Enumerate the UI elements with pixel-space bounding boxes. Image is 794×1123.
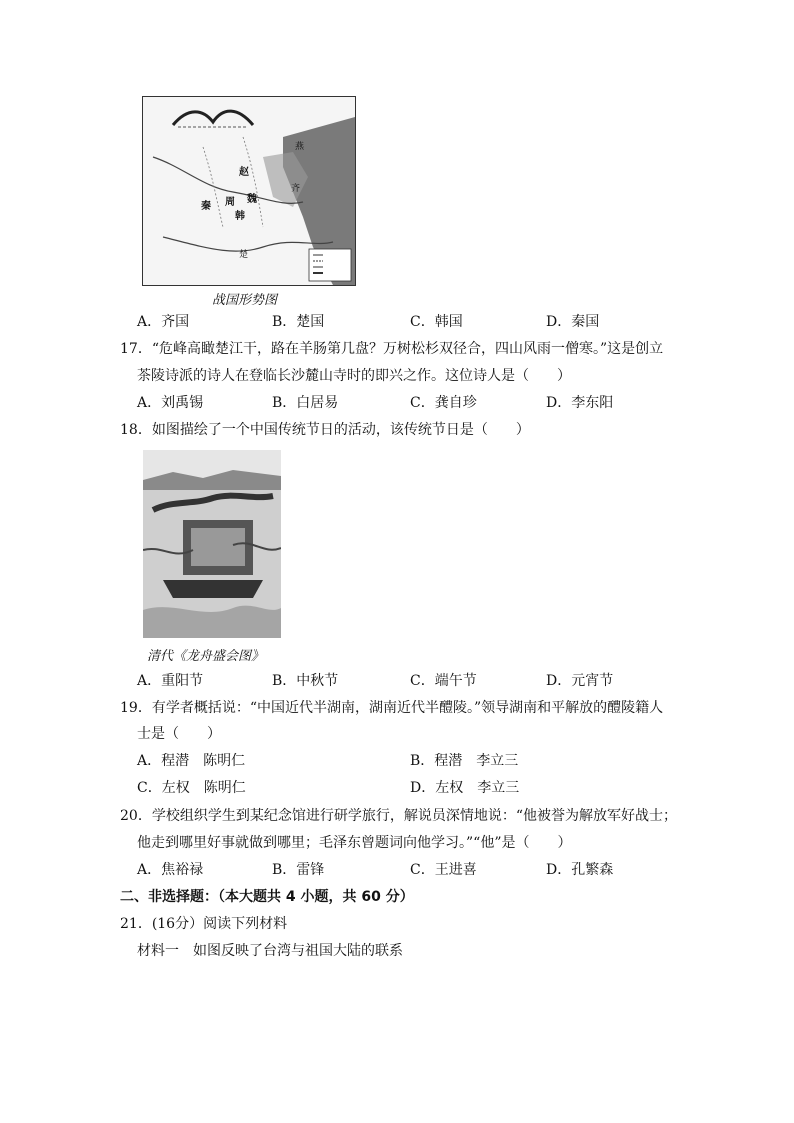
q21-stem: 21．(16分）阅读下列材料 xyxy=(120,916,288,932)
map-label-qin: 秦 xyxy=(201,201,211,212)
q20-stem-line1: 20．学校组织学生到某纪念馆进行研学旅行，解说员深情地说：“他被誉为解放军好战士； xyxy=(120,808,677,824)
q21-material-1: 材料一 如图反映了台湾与祖国大陆的联系 xyxy=(137,943,403,959)
section-2-title: 二、非选择题：（本大题共 4 小题，共 60 分） xyxy=(120,889,414,905)
q18-stem: 18．如图描绘了一个中国传统节日的活动，该传统节日是（ ） xyxy=(120,422,530,438)
map-label-zhao: 赵 xyxy=(239,167,249,178)
q18-option-c[interactable]: C．端午节 xyxy=(410,673,477,689)
q16-option-c[interactable]: C．韩国 xyxy=(410,314,463,330)
q20-option-b[interactable]: B．雷锋 xyxy=(272,862,325,878)
q16-map-caption: 战国形势图 xyxy=(212,293,278,308)
dragon-boat-painting xyxy=(143,450,281,638)
map-label-han: 韩 xyxy=(235,211,245,222)
q17-option-d[interactable]: D．李东阳 xyxy=(546,395,614,411)
q19-option-a[interactable]: A．程潜 陈明仁 xyxy=(137,753,246,769)
map-label-qi: 齐 xyxy=(291,184,301,194)
painting-drawing xyxy=(143,450,281,638)
q20-option-c[interactable]: C．王进喜 xyxy=(410,862,477,878)
q17-stem-line1: 17．“危峰高瞰楚江干，路在羊肠第几盘？万树松杉双径合，四山风雨一僧寒。”这是创立 xyxy=(120,341,664,357)
map-label-chu: 楚 xyxy=(239,250,249,260)
map-label-zhou: 周 xyxy=(225,197,235,208)
q16-option-b[interactable]: B．楚国 xyxy=(272,314,325,330)
q18-painting-caption: 清代《龙舟盛会图》 xyxy=(147,649,265,664)
q19-stem-line1: 19．有学者概括说：“中国近代半湖南，湖南近代半醴陵。”领导湖南和平解放的醴陵籍人 xyxy=(120,700,664,716)
q19-option-c[interactable]: C．左权 陈明仁 xyxy=(137,780,246,796)
q20-option-d[interactable]: D．孔繁森 xyxy=(546,862,614,878)
q18-option-a[interactable]: A．重阳节 xyxy=(137,673,204,689)
map-label-wei: 魏 xyxy=(247,194,257,205)
q19-option-d[interactable]: D．左权 李立三 xyxy=(410,780,520,796)
q17-stem-line2: 茶陵诗派的诗人在登临长沙麓山寺时的即兴之作。这位诗人是（ ） xyxy=(137,368,571,384)
q17-option-c[interactable]: C．龚自珍 xyxy=(410,395,477,411)
map-label-yan: 燕 xyxy=(295,142,305,152)
q19-option-b[interactable]: B．程潜 李立三 xyxy=(410,753,519,769)
map-drawing xyxy=(143,97,355,285)
q20-option-a[interactable]: A．焦裕禄 xyxy=(137,862,204,878)
q20-stem-line2: 他走到哪里好事就做到哪里；毛泽东曾题词向他学习。”“他”是（ ） xyxy=(137,835,572,851)
warring-states-map xyxy=(142,96,356,286)
q17-option-a[interactable]: A．刘禹锡 xyxy=(137,395,204,411)
q16-option-d[interactable]: D．秦国 xyxy=(546,314,600,330)
q16-option-a[interactable]: A．齐国 xyxy=(137,314,190,330)
q17-option-b[interactable]: B．白居易 xyxy=(272,395,339,411)
q18-option-d[interactable]: D．元宵节 xyxy=(546,673,614,689)
q18-option-b[interactable]: B．中秋节 xyxy=(272,673,339,689)
q19-stem-line2: 士是（ ） xyxy=(137,726,221,742)
